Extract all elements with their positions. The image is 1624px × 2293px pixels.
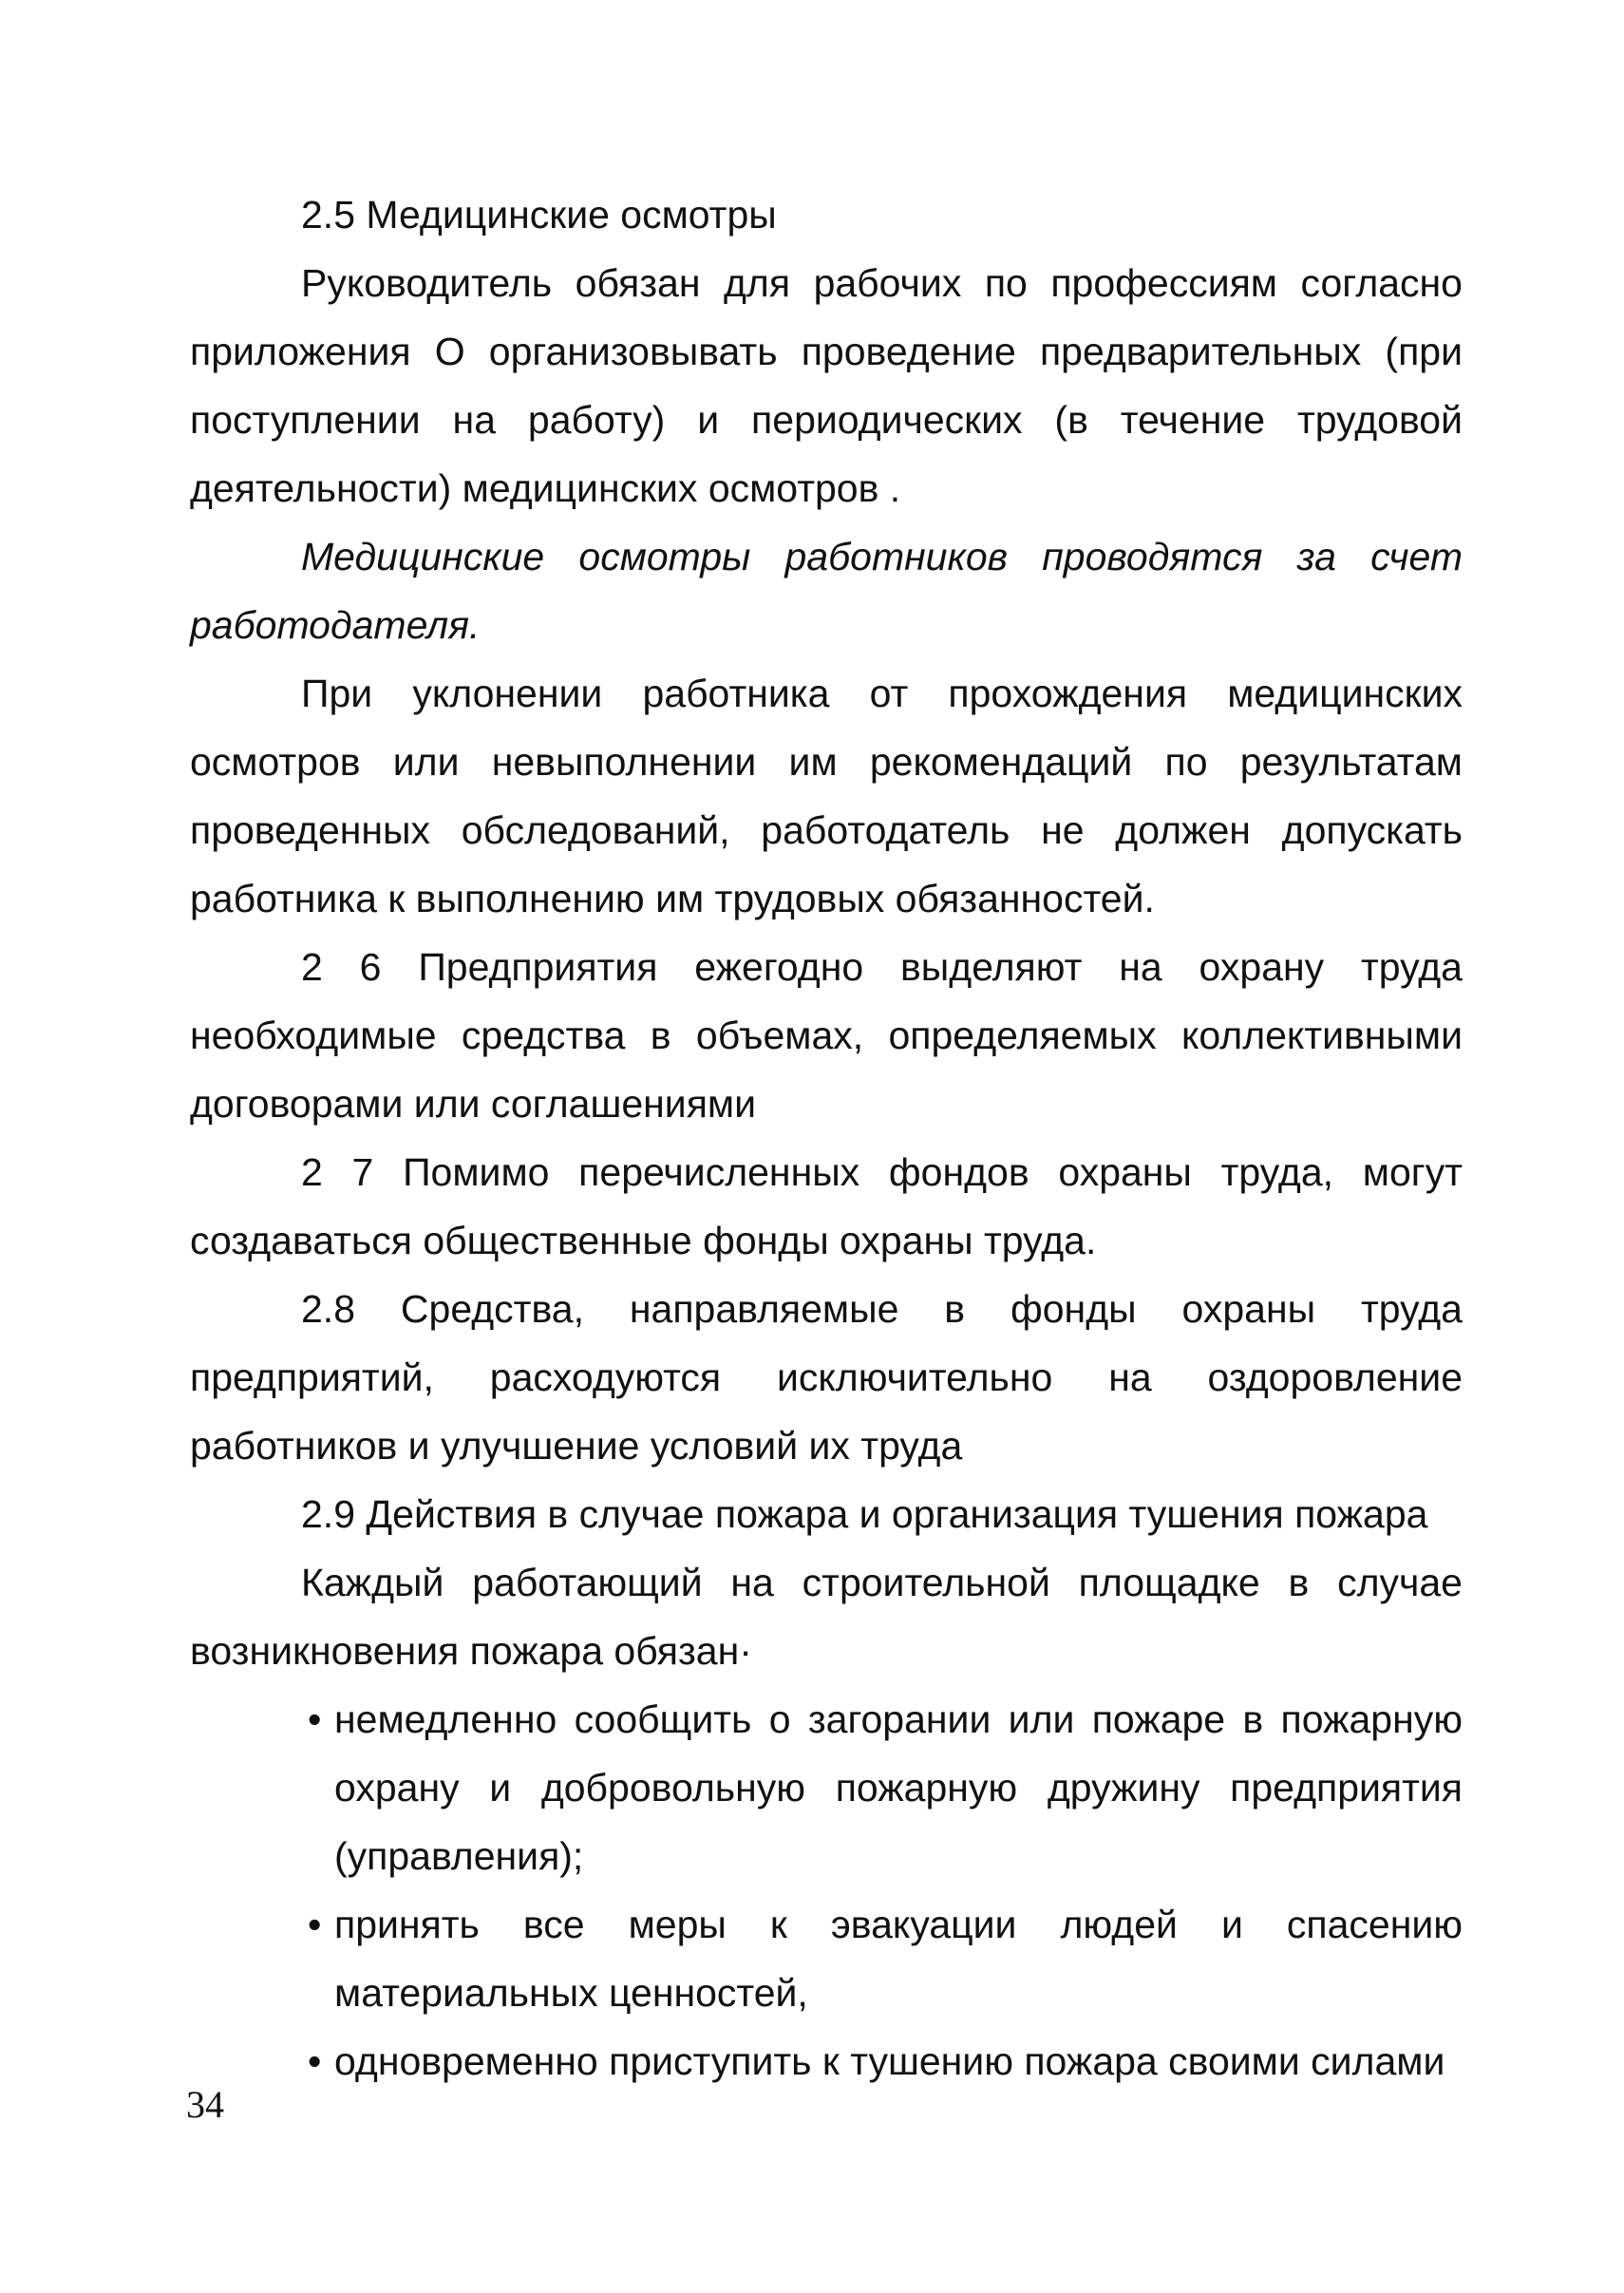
paragraph-section-2-6: 2 6 Предприятия ежегодно выделяют на охрану труда необходимые средства в объемах, определяемых коллективными договорами или соглашениями: [190, 945, 1463, 1126]
paragraph-section-2-7: 2 7 Помимо перечисленных фондов охраны труда, могут создаваться общественные фонды охраны труда.: [190, 1150, 1463, 1262]
bullet-icon: •: [308, 1697, 322, 1741]
section-heading-2-5: 2.5 Медицинские осмотры: [301, 193, 777, 237]
section-heading-2-9: 2.9 Действия в случае пожара и организация тушения пожара: [301, 1492, 1428, 1536]
list-item: [190, 1890, 1463, 2027]
paragraph-fire-duty: Каждый работающий на строительной площадке в случае возникновения пожара обязан·: [190, 1561, 1463, 1673]
paragraph-evasion: При уклонении работника от прохождения медицинских осмотров или невыполнении им рекомендаций по результатам проведенных обследований, работодатель не должен допускать работника к выполнению им трудовых обязанностей.: [190, 672, 1463, 920]
page-text: [190, 180, 1463, 2095]
list-item: [190, 2027, 1463, 2095]
bullet-icon: •: [308, 1903, 322, 1946]
paragraph-employer-pays: Медицинские осмотры работников проводятся за счет работодателя.: [190, 535, 1463, 647]
bullet-icon: •: [308, 2039, 322, 2083]
list-item-text: одновременно приступить к тушению пожара своими силами: [334, 2039, 1445, 2083]
paragraph-medical-exams-duty: Руководитель обязан для рабочих по профессиям согласно приложения О организовывать проведение предварительных (при поступлении на работу) и периодических (в течение трудовой деятельности) медицинских осмотров .: [190, 261, 1463, 510]
list-item: [190, 1685, 1463, 1890]
paragraph-section-2-8: 2.8 Средства, направляемые в фонды охраны труда предприятий, расходуются исключительно на оздоровление работников и улучшение условий их труда: [190, 1287, 1463, 1468]
list-item-text: немедленно сообщить о загорании или пожаре в пожарную охрану и добровольную пожарную дружину предприятия (управления);: [334, 1697, 1463, 1878]
list-item-text: принять все меры к эвакуации людей и спасению материальных ценностей,: [334, 1903, 1463, 2015]
fire-actions-list: [190, 1685, 1463, 2095]
page-number: 34: [186, 2083, 224, 2126]
